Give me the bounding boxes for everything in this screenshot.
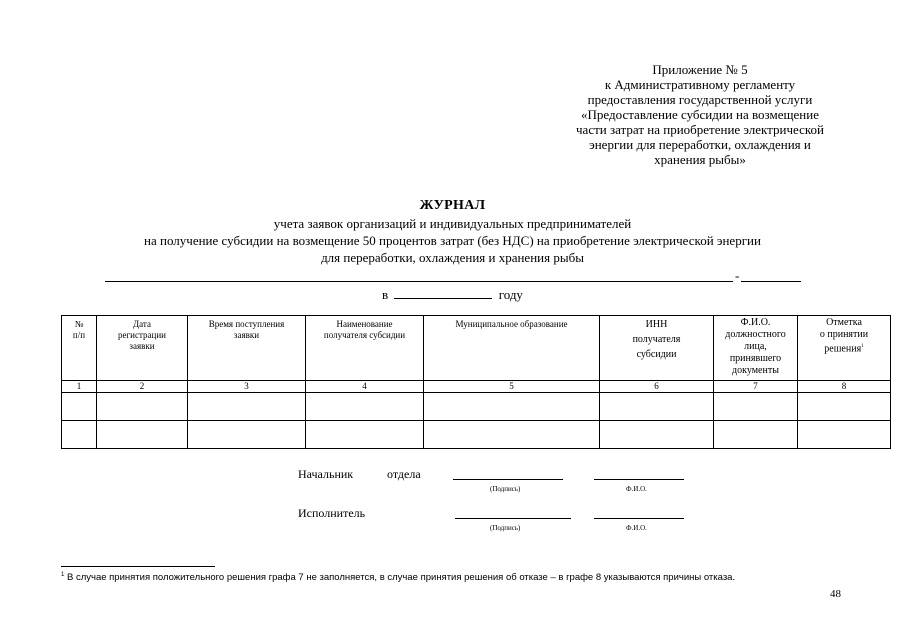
column-header-number: № п/п (62, 316, 97, 381)
table-cell[interactable] (62, 393, 97, 421)
column-number: 6 (600, 381, 714, 393)
footnote-rule (61, 566, 215, 567)
name-caption: Ф.И.О. (626, 485, 647, 493)
table-cell[interactable] (97, 393, 188, 421)
table-cell[interactable] (600, 393, 714, 421)
column-number: 4 (306, 381, 424, 393)
appendix-line: Приложение № 5 (652, 62, 748, 77)
column-number: 5 (424, 381, 600, 393)
year-prefix: в (382, 287, 389, 302)
table-cell[interactable] (714, 393, 798, 421)
column-header-decision-mark: Отметка о принятии решения$^1$ (798, 316, 891, 381)
executor-label: Исполнитель (298, 506, 366, 520)
table-cell[interactable] (306, 393, 424, 421)
table-cell[interactable] (306, 421, 424, 449)
table-row (62, 421, 891, 449)
year-row (0, 286, 905, 303)
table-header-row (62, 316, 891, 381)
executor-name-line[interactable] (594, 518, 684, 519)
appendix-line: к Административному регламенту (604, 77, 796, 92)
journal-subtitle-line: для переработки, охлаждения и хранения рыбы (321, 250, 584, 265)
chief-label: Начальник (298, 467, 354, 481)
column-number: 8 (798, 381, 891, 393)
chief-signature-line[interactable] (453, 479, 563, 480)
column-header-inn: ИНН получателя субсидии (600, 316, 714, 381)
year-suffix: году (498, 287, 523, 302)
table-cell[interactable] (188, 421, 306, 449)
footnote-text: В случае принятия положительного решения графа 7 не заполняется, в случае принятия решения об отказе – в графе 8 указываются причины отказа. (66, 572, 736, 584)
column-header-recipient-name: Наименование получателя субсидии (306, 316, 424, 381)
table-row (62, 393, 891, 421)
table-cell[interactable] (97, 421, 188, 449)
footnote (61, 572, 735, 583)
appendix-line: предоставления государственной услуги (587, 92, 813, 107)
dash-separator: - (735, 268, 740, 283)
column-number: 2 (97, 381, 188, 393)
table-number-row (62, 381, 891, 393)
name-caption: Ф.И.О. (626, 524, 647, 532)
column-header-registration-date: Дата регистрации заявки (97, 316, 188, 381)
department-label: отдела (387, 467, 421, 481)
table-cell[interactable] (798, 421, 891, 449)
appendix-line: части затрат на приобретение электрической (576, 122, 824, 137)
table-cell[interactable] (798, 393, 891, 421)
column-number: 1 (62, 381, 97, 393)
column-number: 7 (714, 381, 798, 393)
table-cell[interactable] (188, 393, 306, 421)
suffix-fill-line (741, 281, 801, 282)
column-header-official-name: Ф.И.О. должностного лица, принявшего документы (714, 316, 798, 381)
table-cell[interactable] (600, 421, 714, 449)
table-cell[interactable] (424, 393, 600, 421)
organization-fill-line (105, 281, 733, 282)
signature-caption: (Подпись) (490, 524, 521, 532)
footnote-mark: 1 (61, 572, 65, 578)
signature-caption: (Подпись) (490, 485, 521, 493)
chief-name-line[interactable] (594, 479, 684, 480)
journal-subtitle-line: учета заявок организаций и индивидуальных предпринимателей (273, 216, 632, 231)
column-header-municipality: Муниципальное образование (424, 316, 600, 381)
executor-signature-line[interactable] (455, 518, 571, 519)
page-number: 48 (830, 588, 841, 600)
journal-subtitle-line: на получение субсидии на возмещение 50 процентов затрат (без НДС) на приобретение электрической энергии (144, 233, 761, 248)
journal-title: ЖУРНАЛ (419, 198, 486, 213)
column-header-receipt-time: Время поступления заявки (188, 316, 306, 381)
appendix-line: хранения рыбы» (654, 152, 746, 167)
column-number: 3 (188, 381, 306, 393)
appendix-header (545, 62, 855, 167)
year-fill-line (394, 286, 492, 299)
appendix-line: «Предоставление субсидии на возмещение (581, 107, 819, 122)
appendix-line: энергии для переработки, охлаждения и (589, 137, 811, 152)
table-cell[interactable] (424, 421, 600, 449)
table-cell[interactable] (714, 421, 798, 449)
table-cell[interactable] (62, 421, 97, 449)
footnote-reference: 1 (861, 344, 864, 349)
journal-table (61, 315, 891, 449)
